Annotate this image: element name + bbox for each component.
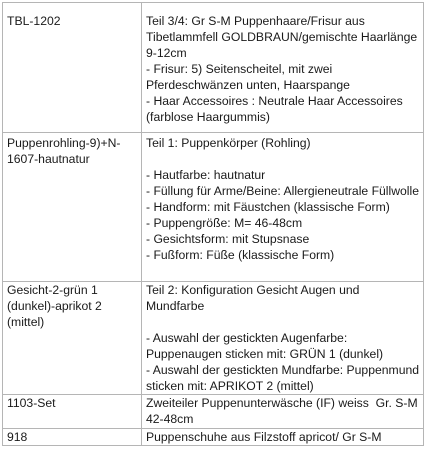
item-code-cell bbox=[3, 133, 142, 282]
item-description-cell bbox=[142, 429, 424, 446]
item-description: Puppenschuhe aus Filzstoff apricot/ Gr S-M bbox=[146, 430, 382, 444]
item-code-cell bbox=[3, 395, 142, 429]
table-row bbox=[3, 133, 424, 282]
table-row bbox=[3, 429, 424, 446]
product-parts-table bbox=[2, 2, 424, 446]
item-code-cell bbox=[3, 282, 142, 395]
item-code: TBL-1202 bbox=[7, 14, 61, 28]
item-description: Teil 3/4: Gr S-M Puppenhaare/Frisur aus Tibetlammfell GOLDBRAUN/gemischte Haarlänge 9-12cm - Frisur: 5) Seitenscheitel, mit zwei Pferdeschwänzen unten, Haarspange - Haar Accessoires : Neutrale Haar Accessoires (farblose Haargummis) bbox=[146, 14, 418, 124]
table-row bbox=[3, 395, 424, 429]
item-code: Gesicht-2-grün 1 (dunkel)-aprikot 2 (mittel) bbox=[7, 283, 106, 329]
item-code-cell bbox=[3, 3, 142, 133]
item-description-cell bbox=[142, 3, 424, 133]
item-description-cell bbox=[142, 395, 424, 429]
table-row bbox=[3, 282, 424, 395]
item-description: Teil 1: Puppenkörper (Rohling) - Hautfarbe: hautnatur - Füllung für Arme/Beine: Allergieneutrale Füllwolle - Handform: mit Fäustchen (klassische Form) - Puppengröße: M= 46-48cm - Gesichtsform: mit Stupsnase - Fußform: Füße (klassische Form) bbox=[146, 136, 419, 262]
table-row bbox=[3, 3, 424, 133]
item-description-cell bbox=[142, 133, 424, 282]
item-description-cell bbox=[142, 282, 424, 395]
item-description: Zweiteiler Puppenunterwäsche (IF) weiss Gr. S-M 42-48cm bbox=[146, 396, 424, 426]
item-code: 918 bbox=[7, 430, 28, 444]
item-code: 1103-Set bbox=[7, 396, 56, 410]
item-description: Teil 2: Konfiguration Gesicht Augen und Mundfarbe - Auswahl der gestickten Augenfarbe: Puppenaugen sticken mit: GRÜN 1 (dunkel) - Auswahl der gestickten Mundfarbe: Puppenmund sticken mit: APRIKOT 2 (mittel) bbox=[146, 283, 420, 393]
item-code: Puppenrohling-9)+N-1607-hautnatur bbox=[7, 136, 121, 166]
item-code-cell bbox=[3, 429, 142, 446]
